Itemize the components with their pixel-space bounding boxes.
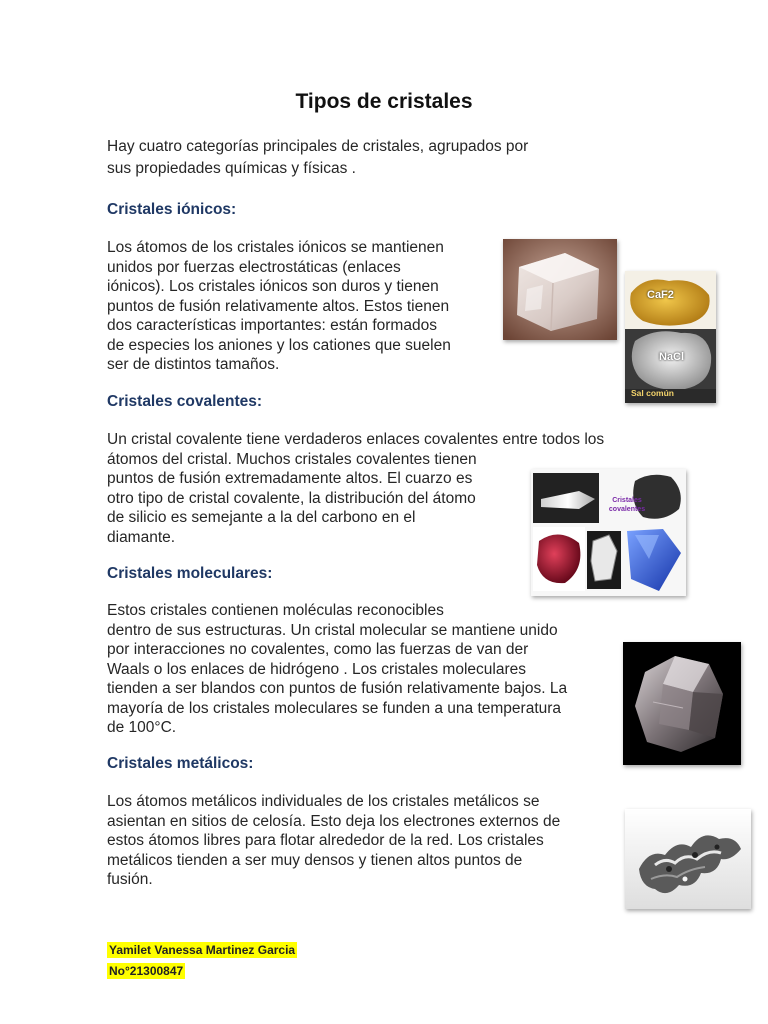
paragraph-line: Waals o los enlaces de hidrógeno . Los cristales moleculares — [107, 660, 526, 678]
paragraph-line: por interacciones no covalentes, como las fuerzas de van der — [107, 641, 529, 658]
paragraph-covalentes — [107, 430, 604, 547]
ionic-crystal-image — [503, 239, 617, 340]
paragraph-line: átomos del cristal. Muchos cristales covalentes tienen — [107, 450, 477, 468]
heading-covalentes: Cristales covalentes: — [107, 393, 263, 410]
paragraph-line: dos características importantes: están formados — [107, 317, 437, 334]
caf2-label: CaF2 — [647, 289, 674, 301]
paragraph-line: Los átomos metálicos individuales de los cristales metálicos se — [107, 793, 540, 810]
paragraph-line: puntos de fusión extremadamente altos. El cuarzo es — [107, 470, 473, 487]
student-number: No°21300847 — [109, 964, 184, 978]
paragraph-line: fusión. — [107, 871, 153, 888]
molecular-crystal-image — [623, 642, 741, 765]
paragraph-metalicos — [107, 792, 560, 890]
paragraph-line: dentro de sus estructuras. Un cristal molecular se mantiene unido — [107, 621, 558, 639]
heading-moleculares: Cristales moleculares: — [107, 565, 273, 582]
paragraph-line: diamante. — [107, 528, 176, 546]
page-title: Tipos de cristales — [295, 90, 473, 113]
paragraph-line: asientan en sitios de celosía. Esto deja los electrones externos de — [107, 812, 561, 830]
paragraph-line: estos átomos libres para flotar alrededor de la red. Los cristales — [107, 832, 544, 849]
paragraph-line: unidos por fuerzas electrostáticas (enlaces — [107, 258, 401, 276]
paragraph-line: mayoría de los cristales moleculares se funden a una temperatura — [107, 699, 562, 717]
heading-ionicos: Cristales iónicos: — [107, 201, 237, 218]
heading-metalicos: Cristales metálicos: — [107, 755, 254, 772]
paragraph-line: Los átomos de los cristales iónicos se mantienen — [107, 239, 444, 256]
paragraph-line: de especies los aniones y los cationes que suelen — [107, 336, 451, 354]
paragraph-line: de 100°C. — [107, 719, 177, 736]
paragraph-line: de silicio es semejante a la del carbono en el — [107, 509, 416, 526]
paragraph-moleculares — [107, 601, 567, 738]
paragraph-line: otro tipo de cristal covalente, la distribución del átomo — [107, 489, 476, 507]
paragraph-line: ser de distintos tamaños. — [107, 356, 280, 373]
intro-line: sus propiedades químicas y físicas . — [107, 160, 356, 177]
paragraph-line: Estos cristales contienen moléculas reconocibles — [107, 602, 444, 619]
covalentes-label-line: Cristales — [612, 497, 642, 504]
sal-comun-label: Sal común — [631, 388, 674, 398]
caf2-nacl-image — [625, 271, 716, 403]
paragraph-line: tienden a ser blandos con puntos de fusión relativamente bajos. La — [107, 680, 568, 697]
author-name: Yamilet Vanessa Martinez Garcia — [109, 943, 296, 957]
paragraph-line: iónicos). Los cristales iónicos son duros y tienen — [107, 278, 439, 295]
intro-paragraph — [107, 136, 567, 180]
covalentes-label-line: covalentes — [608, 506, 646, 513]
paragraph-ionicos — [107, 238, 451, 375]
paragraph-line: puntos de fusión relativamente altos. Estos tienen — [107, 297, 450, 315]
nacl-label: NaCl — [659, 351, 685, 363]
metallic-crystal-image — [625, 809, 751, 909]
covalentes-label — [607, 496, 647, 514]
covalent-crystals-image — [531, 469, 686, 596]
intro-line: Hay cuatro categorías principales de cristales, agrupados por — [107, 138, 529, 155]
paragraph-line: metálicos tienden a ser muy densos y tienen altos puntos de — [107, 851, 523, 869]
paragraph-line: Un cristal covalente tiene verdaderos enlaces covalentes entre todos los — [107, 431, 605, 448]
